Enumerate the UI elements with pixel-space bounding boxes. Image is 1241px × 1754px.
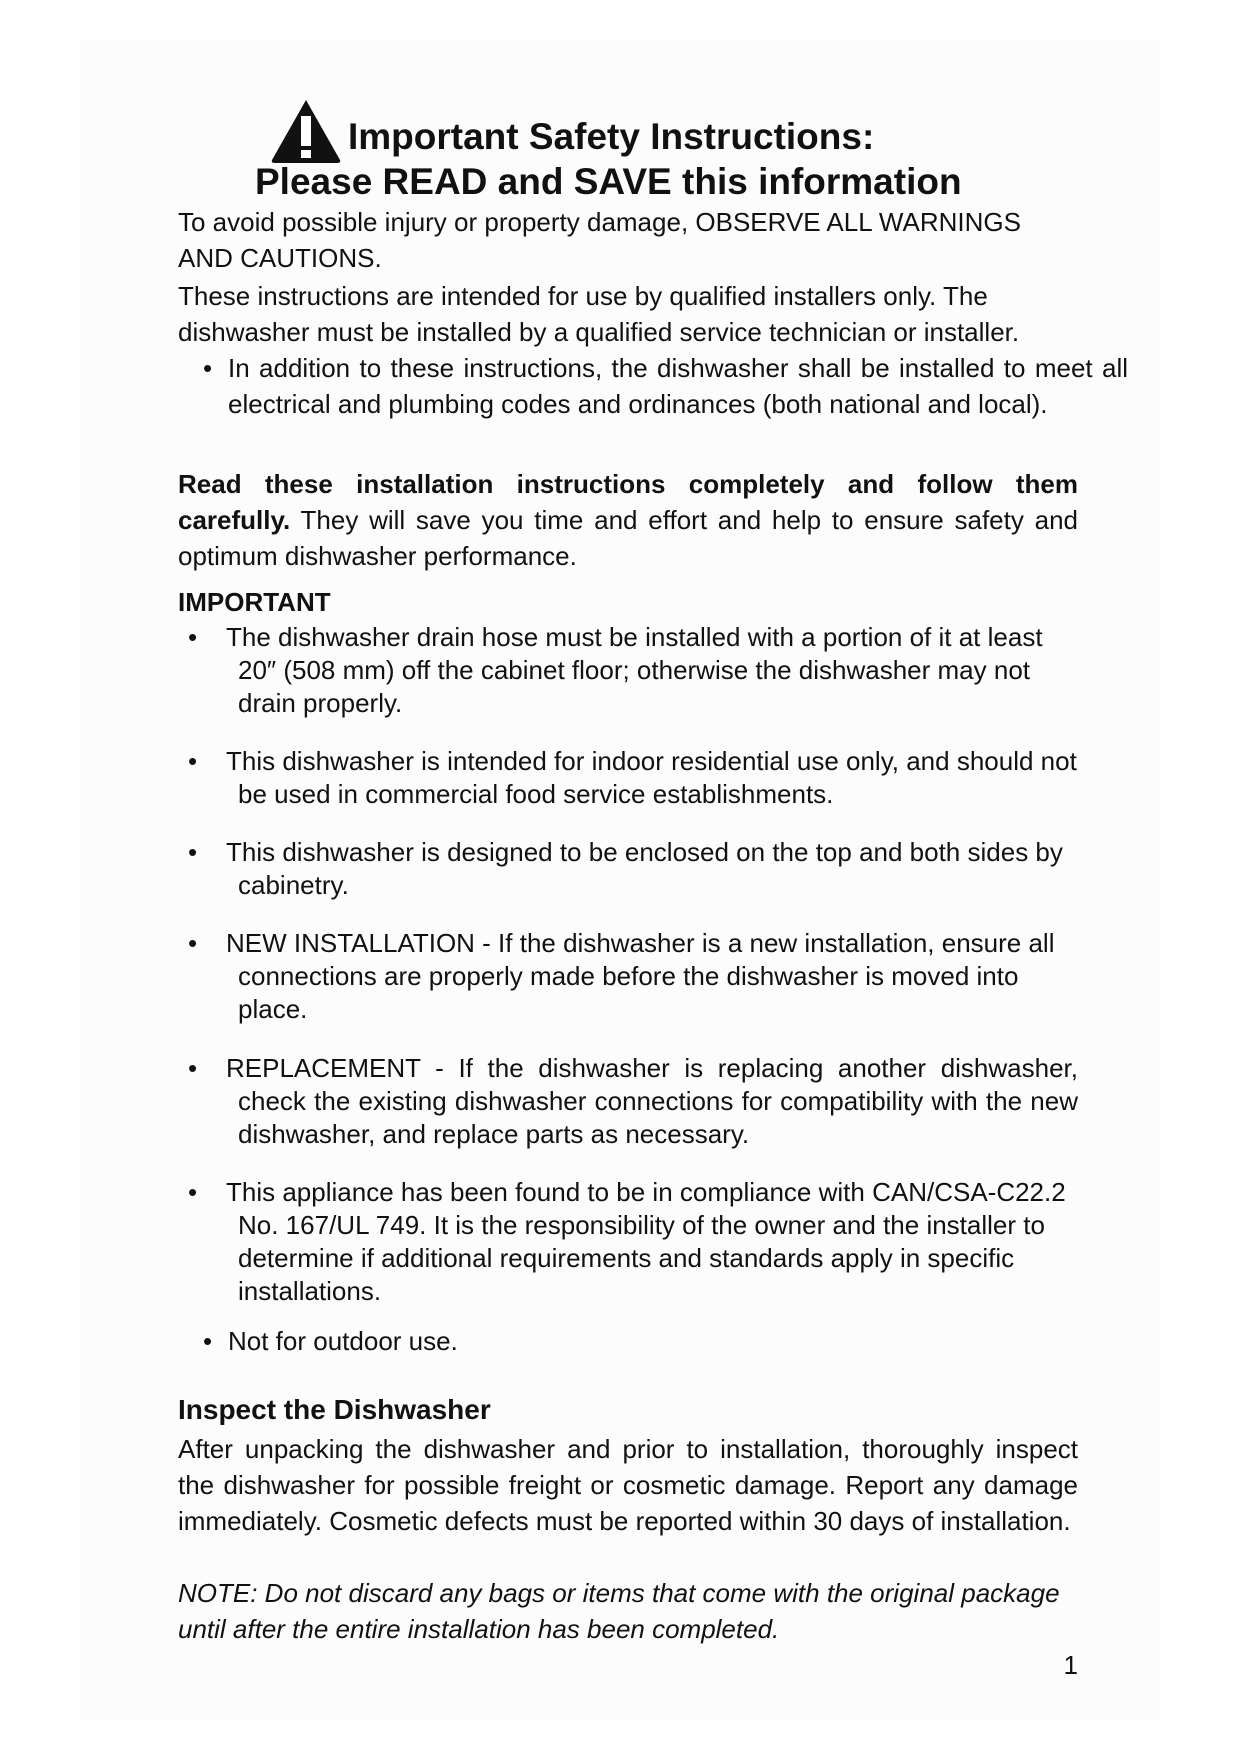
bullet: •: [188, 1177, 198, 1207]
bullet: •: [188, 746, 198, 776]
important-item: [188, 927, 1078, 1026]
read-rest-text: They will save you time and effort and help to ensure safety and optimum dishwasher performance.: [178, 505, 1078, 571]
item-text: REPLACEMENT - If the dishwasher is replacing another dishwasher, check the existing dishwasher connections for compatibility with the new dishwasher, and replace parts as necessary.: [226, 1053, 1078, 1149]
page-number: 1: [1063, 1650, 1078, 1680]
item-text: This dishwasher is designed to be enclosed on the top and both sides by cabinetry.: [226, 837, 1063, 900]
important-item: [188, 1176, 1078, 1308]
outdoor-bullet: [178, 1323, 1128, 1359]
intro-paragraph-2: These instructions are intended for use by qualified installers only. The dishwasher must be installed by a qualified service technician or installer.: [178, 281, 1020, 347]
important-item: [188, 745, 1078, 811]
warning-triangle-icon: [270, 98, 342, 164]
intro-bullet: [178, 350, 1128, 422]
intro-bullet-text: In addition to these instructions, the dishwasher shall be installed to meet all electrical and plumbing codes and ordinances (both national and local).: [228, 353, 1128, 419]
title-line-2: Please READ and SAVE this information: [255, 161, 962, 202]
read-bold-text: Read these installation instructions completely and follow them carefully.: [178, 469, 1078, 535]
important-item: [188, 836, 1078, 902]
important-heading: IMPORTANT: [178, 587, 331, 617]
item-text: This appliance has been found to be in compliance with CAN/CSA-C22.2 No. 167/UL 749. It is the responsibility of the owner and the installer to determine if additional requirements and standards apply in specific installations.: [226, 1177, 1066, 1306]
item-text: The dishwasher drain hose must be installed with a portion of it at least 20″ (508 mm) off the cabinet floor; otherwise the dishwasher may not drain properly.: [226, 622, 1043, 718]
bullet: •: [188, 928, 198, 958]
bullet: •: [188, 1053, 198, 1083]
important-item: [188, 621, 1078, 720]
item-text: NEW INSTALLATION - If the dishwasher is a new installation, ensure all connections are properly made before the dishwasher is moved into place.: [226, 928, 1055, 1024]
bullet: •: [203, 353, 213, 383]
important-item: [188, 1052, 1078, 1151]
inspect-body: After unpacking the dishwasher and prior to installation, thoroughly inspect the dishwasher for possible freight or cosmetic damage. Report any damage immediately. Cosmetic defects must be reported within 30 days of installation.: [178, 1434, 1078, 1536]
bullet: •: [203, 1326, 213, 1356]
bullet: •: [188, 837, 198, 867]
inspect-heading: Inspect the Dishwasher: [178, 1394, 491, 1425]
item-text: This dishwasher is intended for indoor residential use only, and should not be used in commercial food service establishments.: [226, 746, 1077, 809]
read-paragraph: [178, 466, 1078, 574]
outdoor-bullet-text: Not for outdoor use.: [228, 1326, 458, 1356]
intro-paragraph-1: To avoid possible injury or property damage, OBSERVE ALL WARNINGS AND CAUTIONS.: [178, 207, 1021, 273]
bullet: •: [188, 622, 198, 652]
inspect-note: NOTE: Do not discard any bags or items that come with the original package until after the entire installation has been completed.: [178, 1578, 1060, 1644]
title-line-1: Important Safety Instructions:: [348, 116, 875, 157]
